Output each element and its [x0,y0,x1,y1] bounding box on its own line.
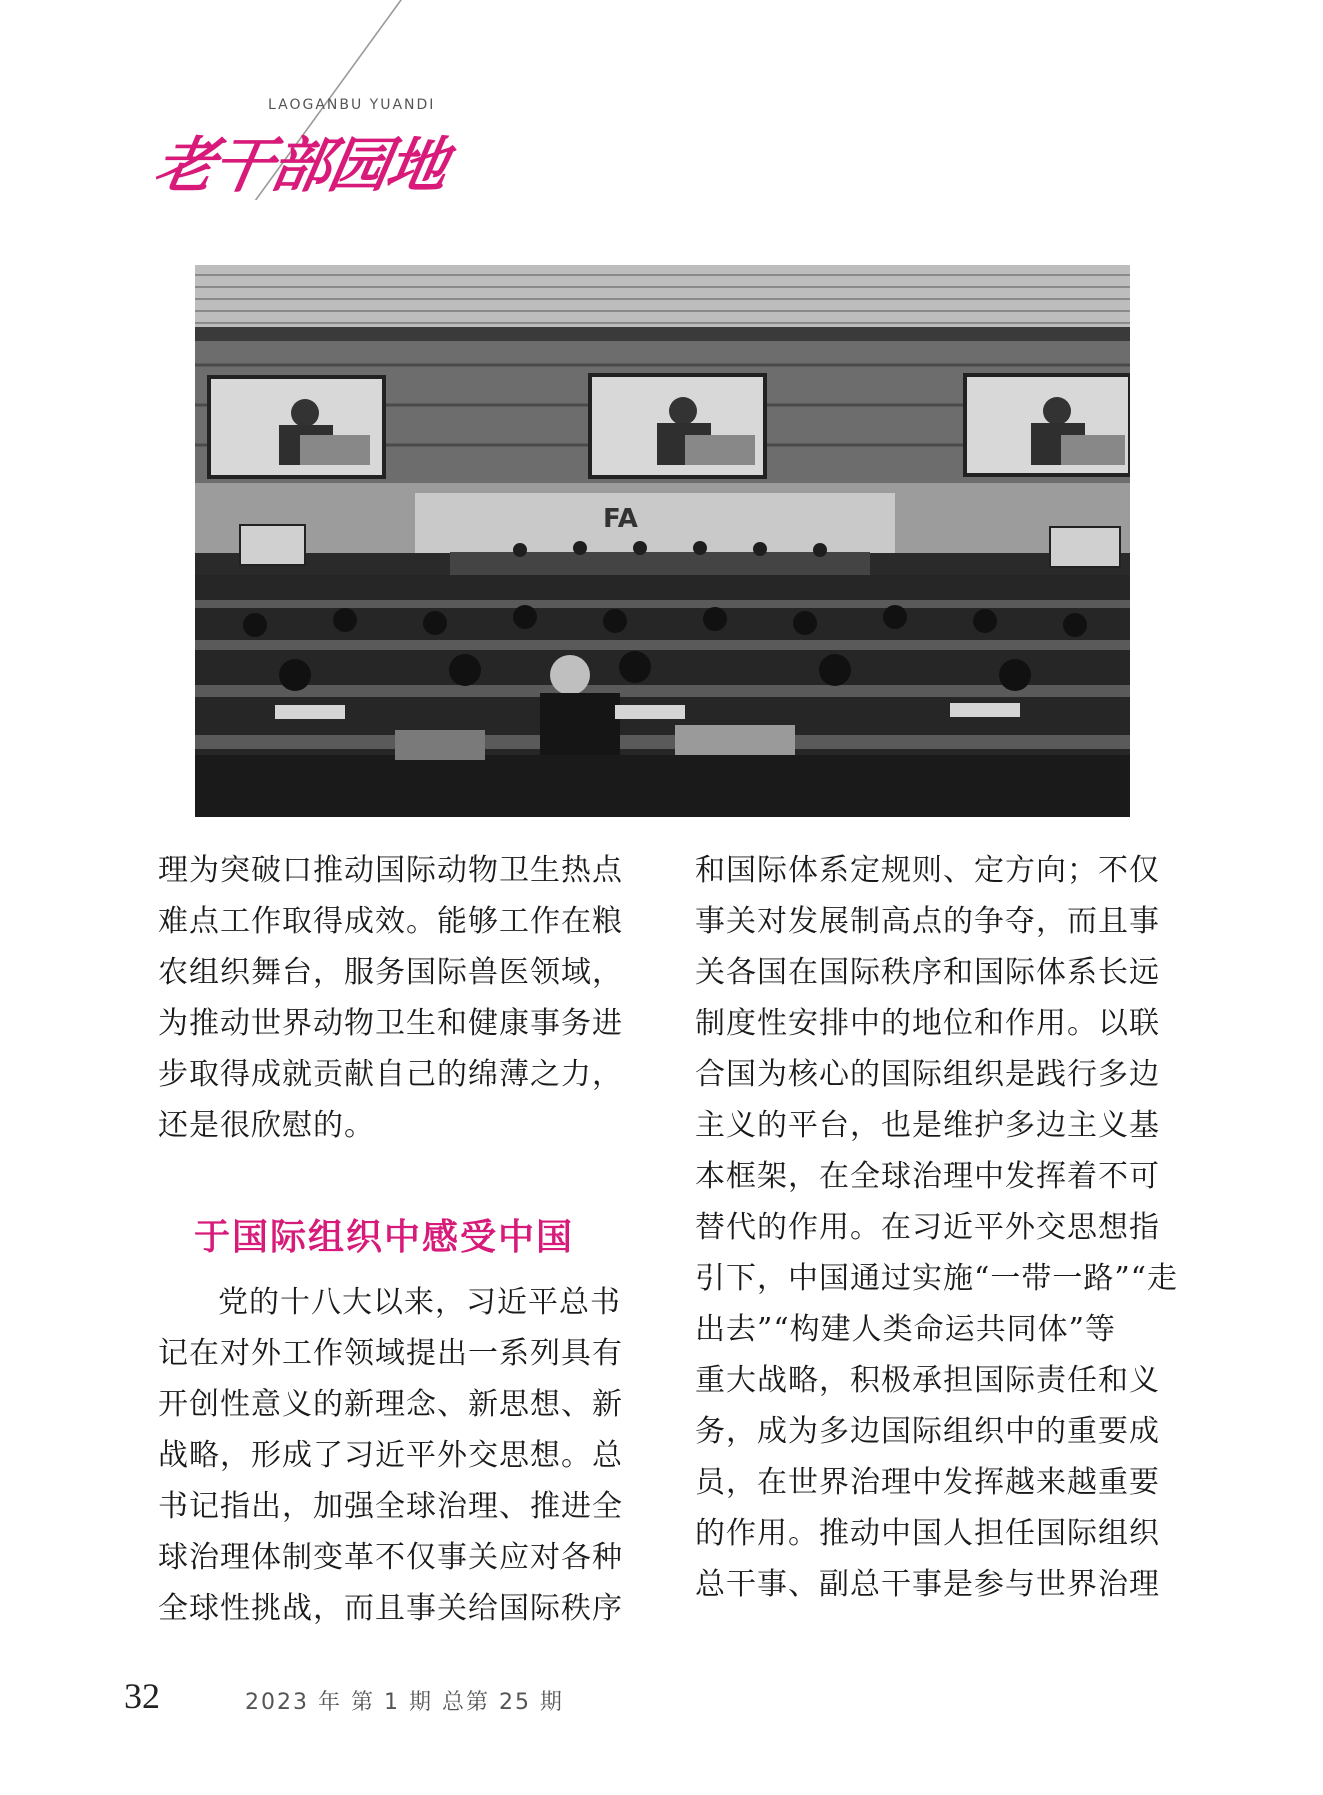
paragraph-line: 制度性安排中的地位和作用。以联 [695,1006,1160,1041]
paragraph-line: 为推动世界动物卫生和健康事务进 [158,1006,623,1041]
masthead-pinyin: LAOGANBU YUANDI [268,97,436,113]
paragraph-line: 还是很欣慰的。 [158,1108,375,1143]
paragraph-line: 书记指出，加强全球治理、推进全 [158,1489,623,1524]
paragraph-line: 出去”“构建人类命运共同体”等 [695,1312,1117,1347]
left-text-column [158,845,638,1634]
paragraph-line: 重大战略，积极承担国际责任和义 [695,1363,1160,1398]
paragraph-line: 和国际体系定规则、定方向；不仅 [695,853,1160,888]
paragraph-line: 农组织舞台，服务国际兽医领域， [158,955,623,990]
conference-photo [195,265,1130,817]
paragraph-line: 务，成为多边国际组织中的重要成 [695,1414,1160,1449]
right-text-column [695,845,1179,1610]
paragraph-line: 员，在世界治理中发挥越来越重要 [695,1465,1160,1500]
screen-left [209,377,384,477]
page-number: 32 [124,1676,160,1716]
paragraph-line: 主义的平台，也是维护多边主义基 [695,1108,1160,1143]
fao-logo-text: FA [603,504,638,534]
paragraph-line: 步取得成就贡献自己的绵薄之力， [158,1057,623,1092]
paragraph-line: 关各国在国际秩序和国际体系长远 [695,955,1160,990]
paragraph-line: 合国为核心的国际组织是践行多边 [695,1057,1160,1092]
paragraph-line: 替代的作用。在习近平外交思想指 [695,1210,1160,1245]
paragraph-line: 全球性挑战，而且事关给国际秩序 [158,1591,623,1626]
paragraph-line: 理为突破口推动国际动物卫生热点 [158,853,623,888]
section-heading: 于国际组织中感受中国 [194,1217,575,1258]
paragraph-line: 难点工作取得成效。能够工作在粮 [158,904,623,939]
paragraph-line: 开创性意义的新理念、新思想、新 [158,1387,623,1422]
paragraph-line: 总干事、副总干事是参与世界治理 [695,1567,1160,1602]
paragraph-line: 党的十八大以来，习近平总书 [218,1285,621,1320]
paragraph-line: 的作用。推动中国人担任国际组织 [695,1516,1160,1551]
paragraph-line: 事关对发展制高点的争夺，而且事 [695,904,1160,939]
paragraph-line: 战略，形成了习近平外交思想。总 [158,1438,623,1473]
paragraph-line: 球治理体制变革不仅事关应对各种 [158,1540,623,1575]
masthead-title: 老干部园地 [148,131,452,201]
paragraph-line: 本框架，在全球治理中发挥着不可 [695,1159,1160,1194]
paragraph-line: 引下，中国通过实施“一带一路”“走 [695,1261,1179,1296]
issue-info: 2023 年 第 1 期 总第 25 期 [245,1690,564,1715]
paragraph-line: 记在对外工作领域提出一系列具有 [158,1336,623,1371]
